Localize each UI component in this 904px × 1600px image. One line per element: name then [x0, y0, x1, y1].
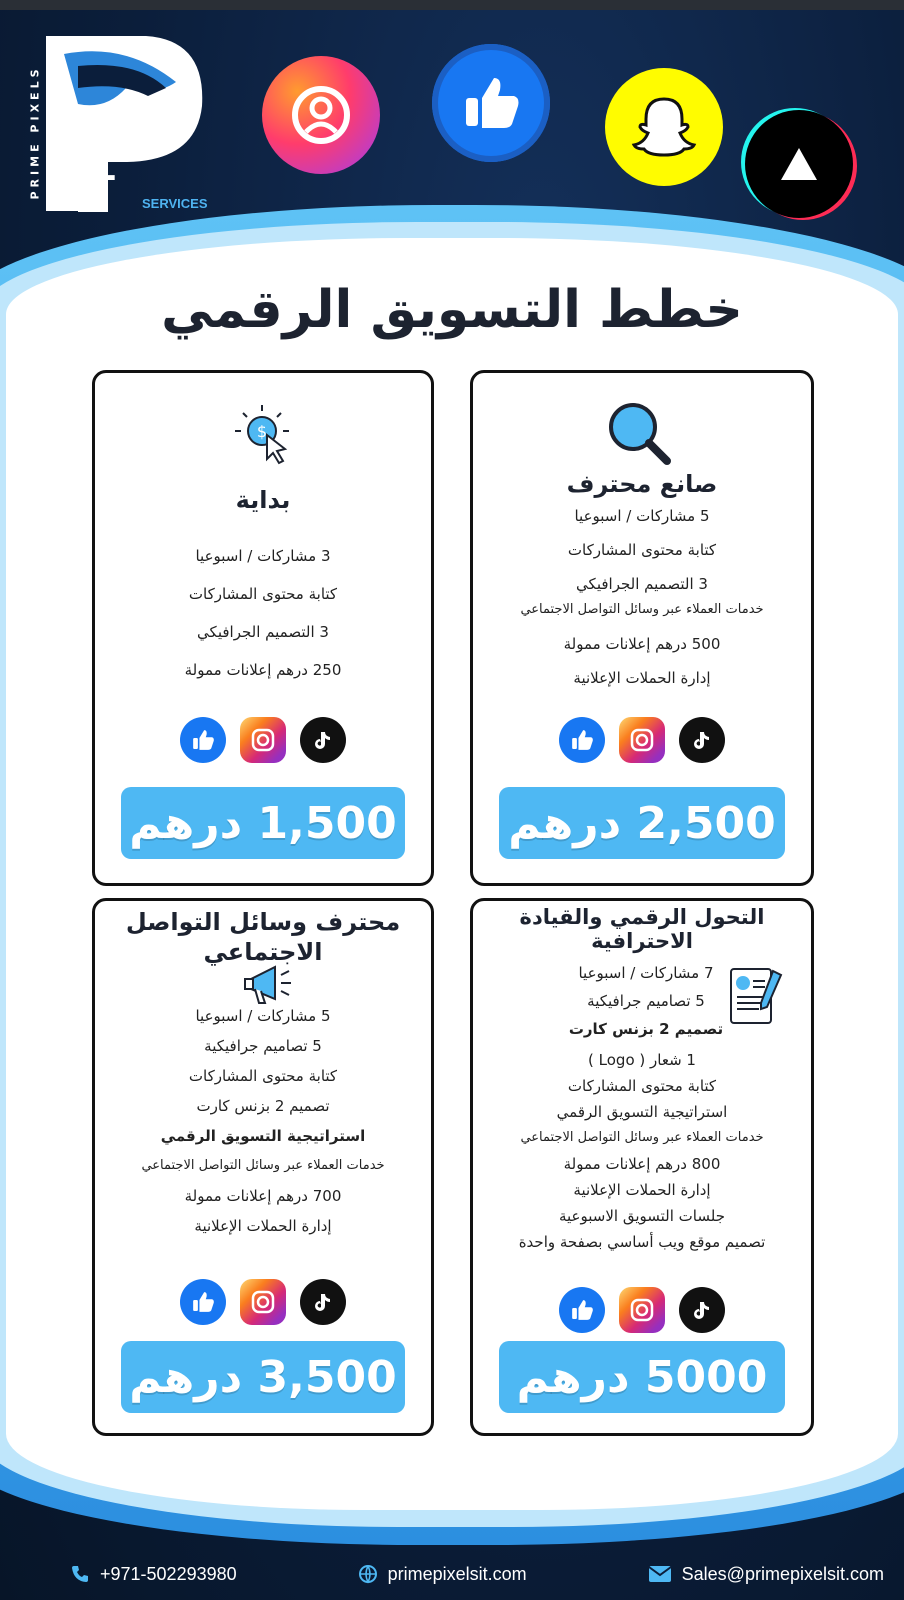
facebook-like-icon: [559, 1287, 605, 1333]
pits-logo-icon: [16, 26, 216, 216]
feature-list: [473, 503, 811, 691]
tiktok-icon: [300, 717, 346, 763]
dollar-click-icon: [229, 401, 295, 467]
feature-item: استراتيجية التسويق الرقمي: [160, 1127, 366, 1145]
feature-list: [95, 541, 431, 685]
facebook-like-icon: [432, 44, 550, 162]
plan-title-line2: الاجتماعي: [203, 938, 323, 966]
page-title: خطط التسويق الرقمي: [161, 280, 743, 340]
phone-text: +971-502293980: [100, 1563, 237, 1584]
footer-phone[interactable]: [70, 1564, 237, 1585]
feature-item: 7 مشاركات / اسبوعيا: [578, 964, 714, 982]
feature-list: [95, 1001, 431, 1241]
feature-item: خدمات العملاء عبر وسائل التواصل الاجتماعي: [520, 1130, 764, 1145]
snapchat-icon: [605, 68, 723, 186]
feature-item: تصميم 2 بزنس كارت: [196, 1097, 330, 1115]
feature-item: 5 تصاميم جرافيكية: [587, 992, 705, 1010]
social-row: [95, 717, 431, 763]
magnifier-icon: [603, 397, 675, 469]
tiktok-icon: [679, 1287, 725, 1333]
globe-icon: [358, 1564, 378, 1584]
top-bar: [0, 0, 904, 10]
brand-services-text: SERVICES: [142, 196, 208, 211]
feature-item: 3 مشاركات / اسبوعيا: [195, 547, 331, 565]
feature-item: 1 شعار ( Logo ): [588, 1051, 696, 1069]
email-text: Sales@primepixelsit.com: [681, 1563, 884, 1584]
social-row: [473, 717, 811, 763]
instagram-icon: [619, 1287, 665, 1333]
feature-item: 5 مشاركات / اسبوعيا: [195, 1007, 331, 1025]
plan-title-line1: محترف وسائل التواصل: [125, 908, 401, 936]
plan-card-start[interactable]: [92, 370, 434, 886]
footer-email[interactable]: [648, 1564, 884, 1585]
tiktok-icon: [679, 717, 725, 763]
footer: [0, 1548, 904, 1600]
plan-title: [473, 905, 811, 953]
feature-item: كتابة محتوى المشاركات: [188, 585, 338, 603]
facebook-like-icon: [180, 717, 226, 763]
feature-item: 800 درهم إعلانات ممولة: [563, 1155, 721, 1173]
social-row: [473, 1287, 811, 1333]
instagram-icon: [619, 717, 665, 763]
social-row: [95, 1279, 431, 1325]
feature-item: 3 التصميم الجرافيكي: [197, 623, 329, 641]
plan-card-social-media-pro[interactable]: [92, 898, 434, 1436]
brand-logo: [16, 26, 216, 216]
facebook-like-icon: [559, 717, 605, 763]
feature-item: خدمات العملاء عبر وسائل التواصل الاجتماعي: [141, 1158, 385, 1173]
feature-item: إدارة الحملات الإعلانية: [573, 669, 711, 687]
instagram-icon: [240, 1279, 286, 1325]
feature-item: 5 مشاركات / اسبوعيا: [574, 507, 710, 525]
feature-item: كتابة محتوى المشاركات: [567, 1077, 717, 1095]
feature-item: كتابة محتوى المشاركات: [567, 541, 717, 559]
tiktok-play-icon: [745, 110, 853, 218]
plan-price: 1,500 درهم: [121, 787, 405, 859]
feature-item: كتابة محتوى المشاركات: [188, 1067, 338, 1085]
plan-price: 5000 درهم: [499, 1341, 785, 1413]
plan-title-line2: الاحترافية: [591, 929, 693, 953]
feature-item: تصميم 2 بزنس كارت: [568, 1020, 724, 1038]
feature-item: 5 تصاميم جرافيكية: [204, 1037, 322, 1055]
feature-item: 3 التصميم الجرافيكي: [576, 575, 708, 593]
feature-list: [531, 959, 761, 1043]
facebook-like-icon: [180, 1279, 226, 1325]
plan-title: بداية: [235, 486, 291, 514]
feature-item: استراتيجية التسويق الرقمي: [556, 1103, 728, 1121]
plan-title: [95, 907, 431, 967]
plan-card-digital-transformation[interactable]: [470, 898, 814, 1436]
plan-price: 3,500 درهم: [121, 1341, 405, 1413]
plan-price: 2,500 درهم: [499, 787, 785, 859]
feature-item: إدارة الحملات الإعلانية: [194, 1217, 332, 1235]
feature-item: جلسات التسويق الاسبوعية: [558, 1207, 725, 1225]
plan-card-pro[interactable]: [470, 370, 814, 886]
phone-icon: [70, 1564, 90, 1584]
feature-item: 250 درهم إعلانات ممولة: [184, 661, 342, 679]
feature-list-more: [473, 1047, 811, 1255]
footer-website[interactable]: [358, 1564, 527, 1585]
website-text: primepixelsit.com: [387, 1563, 527, 1584]
plan-title: صانع محترف: [566, 470, 718, 498]
feature-item: 500 درهم إعلانات ممولة: [563, 635, 721, 653]
feature-item: خدمات العملاء عبر وسائل التواصل الاجتماعي: [520, 602, 764, 617]
feature-item: تصميم موقع ويب أساسي بصفحة واحدة: [518, 1233, 766, 1251]
tiktok-icon: [300, 1279, 346, 1325]
svg-text:$: $: [256, 422, 268, 441]
instagram-icon: [240, 717, 286, 763]
brand-its-text: IT: [78, 166, 114, 215]
instagram-icon: [262, 56, 380, 174]
feature-item: 700 درهم إعلانات ممولة: [184, 1187, 342, 1205]
brand-vertical-text: PRIME PIXELS: [28, 65, 42, 200]
feature-item: إدارة الحملات الإعلانية: [573, 1181, 711, 1199]
mail-icon: [648, 1565, 672, 1583]
plan-title-line1: التحول الرقمي والقيادة: [519, 905, 765, 929]
